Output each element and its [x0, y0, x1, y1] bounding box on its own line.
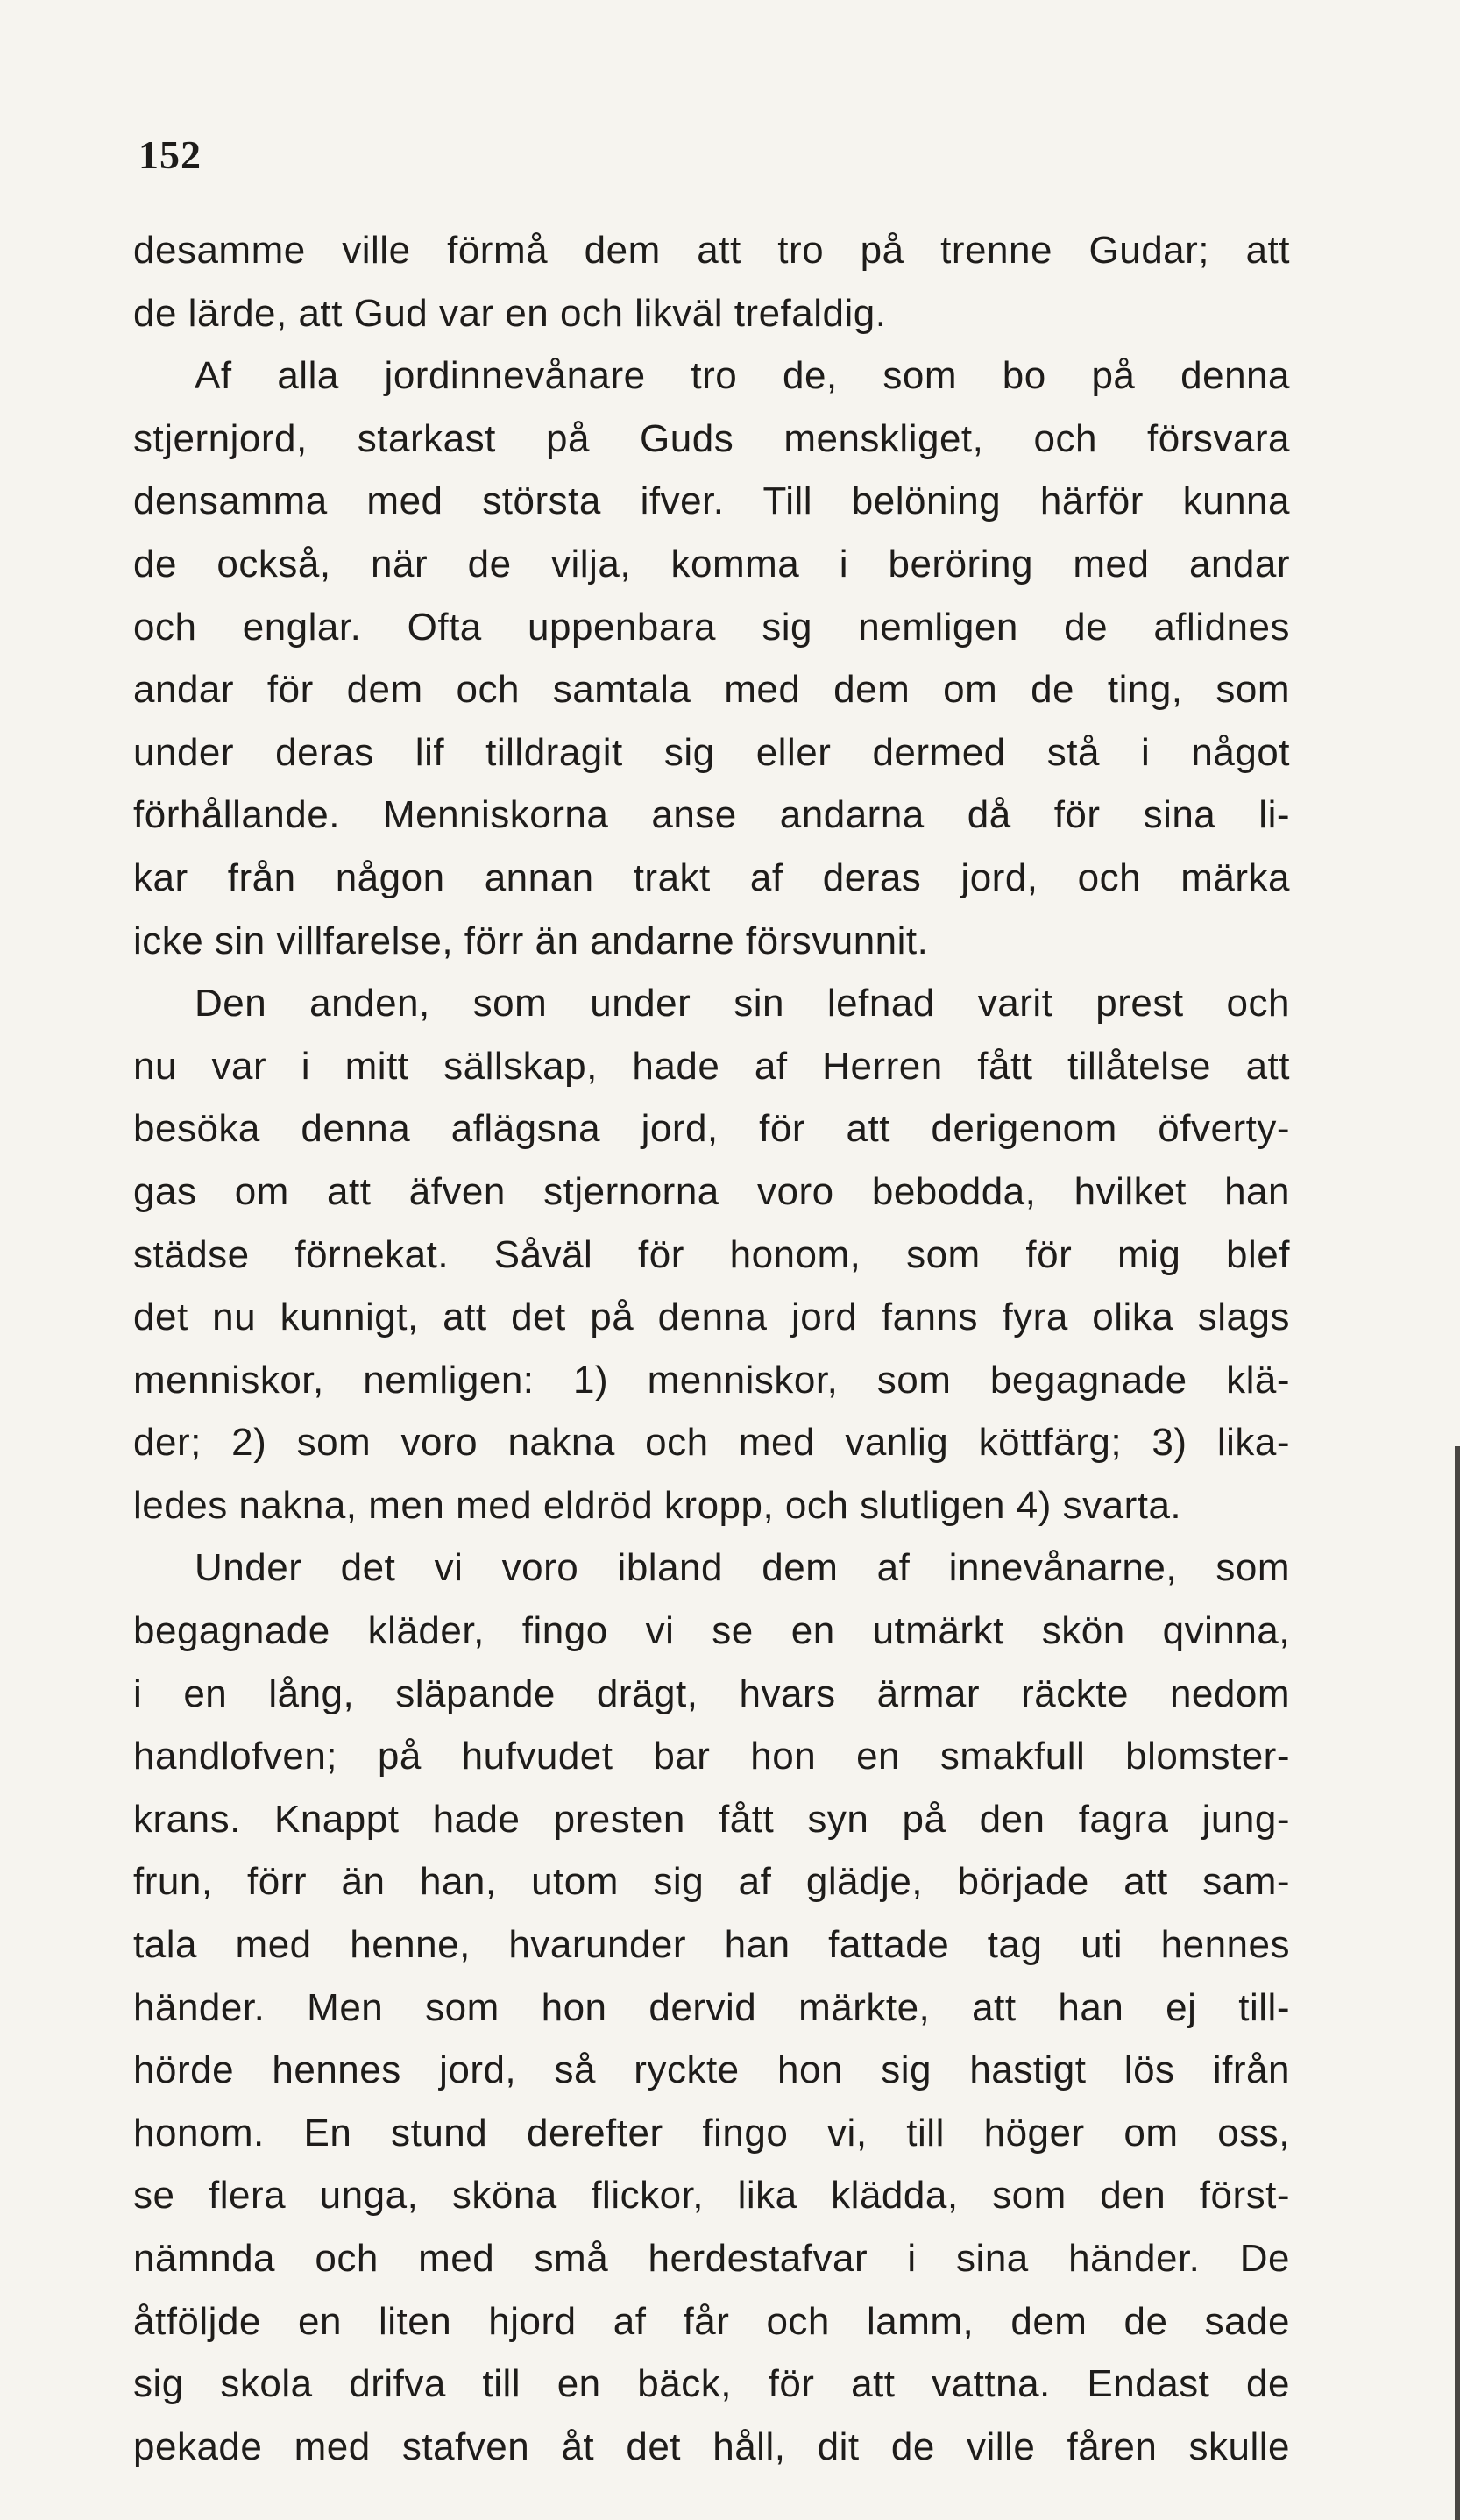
text-line: nämnda och med små herdestafvar i sina händer. De — [133, 2237, 1290, 2280]
page-edge-shadow — [1455, 1446, 1460, 2520]
text-line: sig skola drifva till en bäck, för att vattna. Endast de — [133, 2362, 1290, 2406]
text-line: der; 2) som voro nakna och med vanlig köttfärg; 3) lika- — [133, 1421, 1290, 1465]
body-text — [133, 219, 1290, 2478]
text-line: frun, förr än han, utom sig af glädje, började att sam- — [133, 1860, 1290, 1904]
text-line: andar för dem och samtala med dem om de ting, som — [133, 668, 1290, 712]
text-line: i en lång, släpande drägt, hvars ärmar räckte nedom — [133, 1672, 1290, 1715]
text-line: menniskor, nemligen: 1) menniskor, som begagnade klä- — [133, 1358, 1290, 1402]
text-line: de lärde, att Gud var en och likväl trefaldig. — [133, 291, 887, 335]
text-line: se flera unga, sköna flickor, lika klädda, som den först- — [133, 2174, 1290, 2218]
text-line: krans. Knappt hade presten fått syn på den fagra jung- — [133, 1797, 1290, 1841]
text-line: det nu kunnigt, att det på denna jord fanns fyra olika slags — [133, 1295, 1290, 1339]
text-line: kar från någon annan trakt af deras jord, och märka — [133, 855, 1290, 899]
text-line: städse förnekat. Såväl för honom, som för mig blef — [133, 1232, 1290, 1276]
text-line: handlofven; på hufvudet bar hon en smakfull blomster- — [133, 1735, 1290, 1778]
text-line: och englar. Ofta uppenbara sig nemligen de aflidnes — [133, 605, 1290, 649]
text-line: gas om att äfven stjernorna voro bebodda, hvilket han — [133, 1169, 1290, 1213]
text-line: de också, när de vilja, komma i beröring med andar — [133, 542, 1290, 586]
text-line: Den anden, som under sin lefnad varit prest och — [195, 982, 1290, 1026]
text-line: åtföljde en liten hjord af får och lamm, dem de sade — [133, 2299, 1290, 2343]
text-line: händer. Men som hon dervid märkte, att han ej till- — [133, 1985, 1290, 2029]
text-line: Af alla jordinnevånare tro de, som bo på denna — [195, 354, 1290, 398]
text-line: begagnade kläder, fingo vi se en utmärkt skön qvinna, — [133, 1609, 1290, 1653]
text-line: densamma med största ifver. Till belöning härför kunna — [133, 479, 1290, 523]
text-line: ledes nakna, men med eldröd kropp, och slutligen 4) svarta. — [133, 1483, 1182, 1527]
page-number: 152 — [138, 132, 202, 177]
text-line: pekade med stafven åt det håll, dit de ville fåren skulle — [133, 2424, 1290, 2468]
text-line: desamme ville förmå dem att tro på trenne Gudar; att — [133, 229, 1290, 272]
text-line: hörde hennes jord, så ryckte hon sig hastigt lös ifrån — [133, 2048, 1290, 2092]
text-line: icke sin villfarelse, förr än andarne försvunnit. — [133, 919, 929, 962]
text-line: förhållande. Menniskorna anse andarna då för sina li- — [133, 793, 1290, 837]
text-line: Under det vi voro ibland dem af innevånarne, som — [195, 1546, 1290, 1590]
text-line: stjernjord, starkast på Guds menskliget, och försvara — [133, 416, 1290, 460]
text-line: besöka denna aflägsna jord, för att derigenom öfverty- — [133, 1107, 1290, 1151]
text-line: nu var i mitt sällskap, hade af Herren fått tillåtelse att — [133, 1044, 1290, 1088]
text-line: honom. En stund derefter fingo vi, till höger om oss, — [133, 2111, 1290, 2154]
text-line: under deras lif tilldragit sig eller dermed stå i något — [133, 730, 1290, 774]
text-line: tala med henne, hvarunder han fattade tag uti hennes — [133, 1923, 1290, 1967]
